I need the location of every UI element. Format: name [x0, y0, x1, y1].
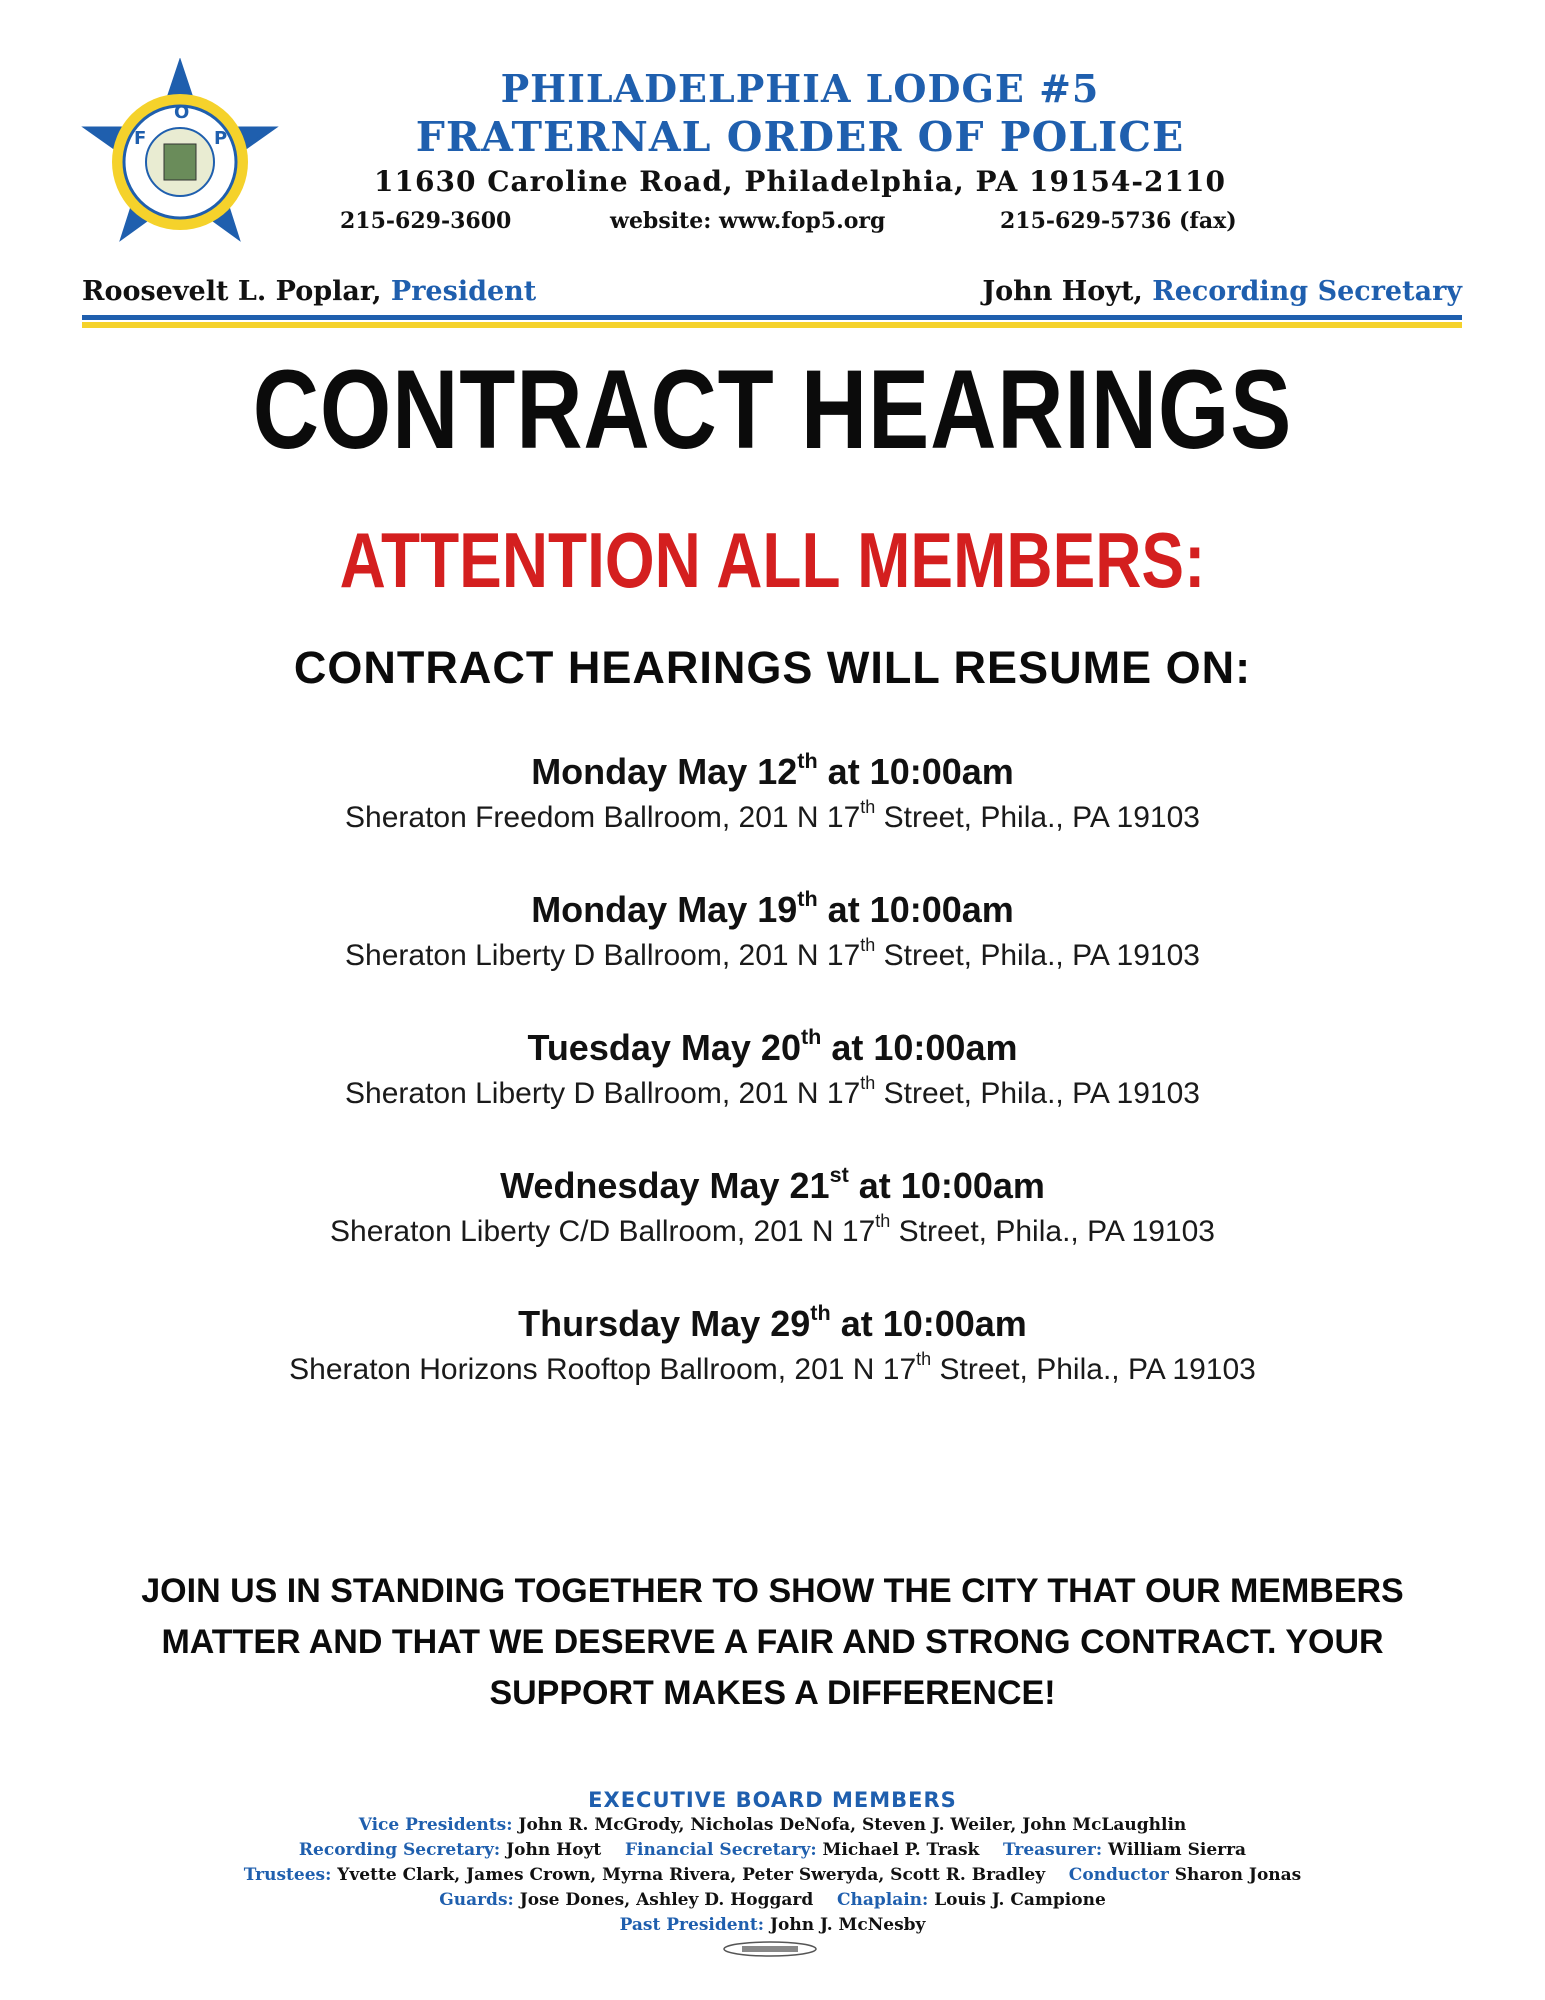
header-rule-yellow: [82, 322, 1462, 328]
hearing-item: [0, 1162, 1545, 1300]
hearing-venue: Sheraton Liberty D Ballroom, 201 N 17th Street, Phila., PA 19103: [345, 1073, 1200, 1110]
secretary-name: John Hoyt,: [982, 276, 1143, 307]
board-line-past-president: Past President: John J. McNesby: [619, 1915, 926, 1935]
lodge-name: PHILADELPHIA LODGE #5: [500, 66, 1100, 111]
board-line-secretaries: Recording Secretary: John Hoyt Financial Secretary: Michael P. Trask Treasurer: William Sierra: [298, 1840, 1247, 1860]
executive-board: [0, 1788, 1545, 1938]
hearing-date: Monday May 12th at 10:00am: [531, 747, 1014, 792]
website: website: www.fop5.org: [610, 208, 886, 234]
seal-letter-f: F: [134, 128, 147, 149]
hearing-item: [0, 748, 1545, 886]
union-label-icon: [720, 1940, 820, 1958]
organization-name: FRATERNAL ORDER OF POLICE: [415, 113, 1185, 161]
hearing-date: Tuesday May 20th at 10:00am: [527, 1023, 1018, 1068]
contact-line: [340, 208, 1280, 238]
phone-number: 215-629-3600: [340, 208, 512, 234]
board-line-trustees: Trustees: Yvette Clark, James Crown, Myrna Rivera, Peter Sweryda, Scott R. Bradley Conductor Sharon Jonas: [243, 1865, 1302, 1885]
president-name: Roosevelt L. Poplar,: [82, 276, 382, 307]
recording-secretary: [982, 276, 1462, 307]
hearing-venue: Sheraton Freedom Ballroom, 201 N 17th Street, Phila., PA 19103: [345, 797, 1200, 834]
organization-address: 11630 Caroline Road, Philadelphia, PA 19154-2110: [374, 165, 1226, 198]
attention-banner: ATTENTION ALL MEMBERS:: [339, 516, 1206, 604]
hearing-venue: Sheraton Liberty D Ballroom, 201 N 17th Street, Phila., PA 19103: [345, 935, 1200, 972]
page-title: CONTRACT HEARINGS: [252, 347, 1293, 472]
fax-number: 215-629-5736 (fax): [1000, 208, 1237, 234]
board-line-guards: Guards: Jose Dones, Ashley D. Hoggard Chaplain: Louis J. Campione: [439, 1890, 1106, 1910]
hearing-date: Thursday May 29th at 10:00am: [518, 1299, 1027, 1344]
hearing-date: Monday May 19th at 10:00am: [531, 885, 1014, 930]
hearing-schedule: [0, 748, 1545, 1438]
hearing-item: [0, 1300, 1545, 1438]
hearing-date: Wednesday May 21st at 10:00am: [500, 1161, 1045, 1206]
header-rule-blue: [82, 315, 1462, 320]
organization-heading: [300, 66, 1300, 202]
resume-heading: CONTRACT HEARINGS WILL RESUME ON:: [293, 642, 1252, 693]
fop-star-seal: [78, 58, 283, 253]
board-title: EXECUTIVE BOARD MEMBERS: [588, 1788, 957, 1812]
seal-letter-o: O: [174, 102, 190, 123]
board-line-vice-presidents: Vice Presidents: John R. McGrody, Nicholas DeNofa, Steven J. Weiler, John McLaughlin: [358, 1815, 1187, 1835]
hearing-item: [0, 1024, 1545, 1162]
hearing-venue: Sheraton Horizons Rooftop Ballroom, 201 N 17th Street, Phila., PA 19103: [289, 1349, 1256, 1386]
secretary-role: Recording Secretary: [1152, 276, 1462, 307]
hearing-venue: Sheraton Liberty C/D Ballroom, 201 N 17th Street, Phila., PA 19103: [330, 1211, 1215, 1248]
president: [82, 276, 536, 307]
officers-line: [82, 276, 1462, 312]
seal-letter-p: P: [214, 128, 228, 149]
call-to-action: JOIN US IN STANDING TOGETHER TO SHOW THE CITY THAT OUR MEMBERS MATTER AND THAT WE DESERVE A FAIR AND STRONG CONTRACT. YOUR SUPPORT MAKES A DIFFERENCE!: [141, 1572, 1404, 1712]
hearing-item: [0, 886, 1545, 1024]
president-role: President: [390, 276, 537, 307]
